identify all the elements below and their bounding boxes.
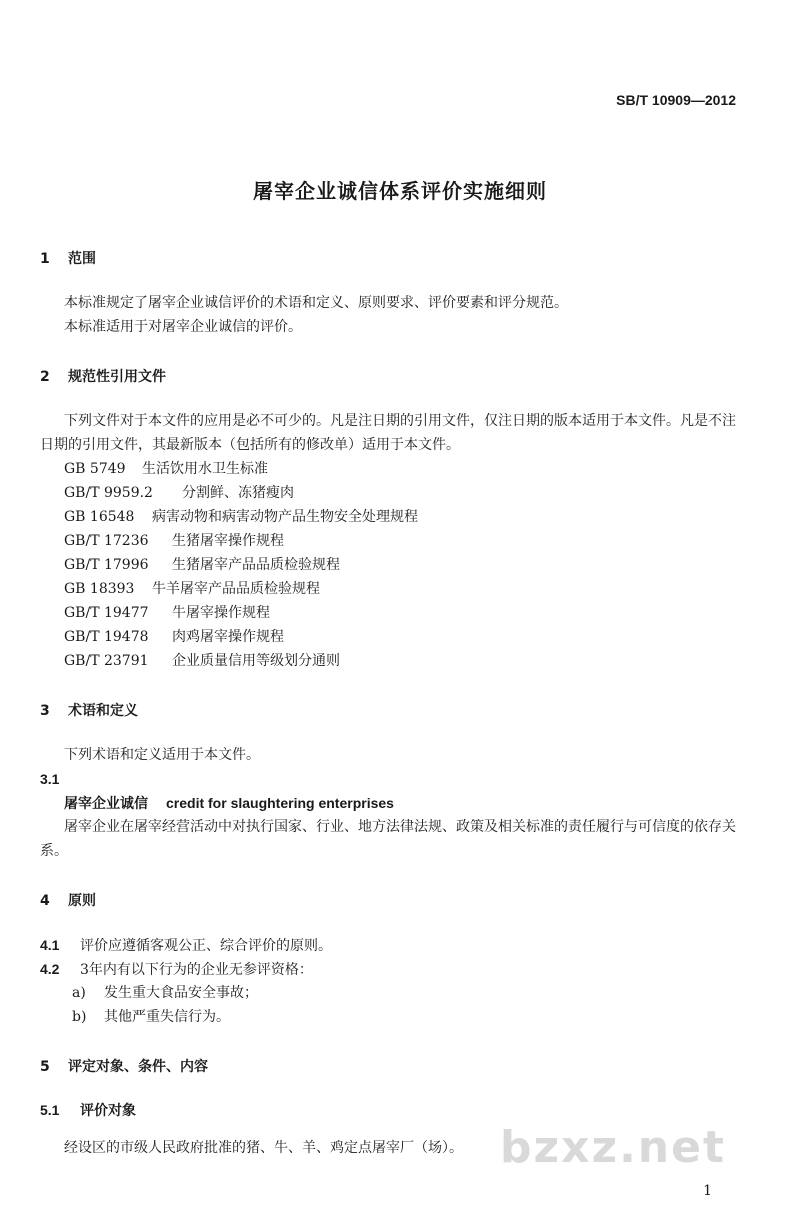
- reference-code: GB 5749: [64, 461, 126, 477]
- term-number: 3.1: [40, 771, 60, 787]
- paragraph: 本标准适用于对屠宰企业诚信的评价。: [64, 319, 302, 335]
- reference-code: GB 18393: [64, 581, 135, 597]
- reference-item: [64, 553, 340, 577]
- reference-item: [64, 481, 294, 505]
- subsection-5-1-heading: [40, 1100, 136, 1120]
- clause-text: 3年内有以下行为的企业无参评资格：: [80, 962, 313, 978]
- reference-code: GB/T 9959.2: [64, 485, 153, 501]
- reference-code: GB/T 23791: [64, 653, 149, 669]
- section-title: 术语和定义: [68, 703, 138, 719]
- list-item: [72, 981, 258, 1005]
- reference-title: 生猪屠宰产品品质检验规程: [172, 557, 340, 573]
- section-number: 1: [40, 251, 50, 267]
- section-number: 4: [40, 893, 50, 909]
- reference-item: [64, 649, 340, 673]
- reference-title: 生活饮用水卫生标准: [142, 461, 268, 477]
- section-2-heading: [40, 366, 166, 386]
- section-title: 规范性引用文件: [68, 369, 166, 385]
- paragraph: 本标准规定了屠宰企业诚信评价的术语和定义、原则要求、评价要素和评分规范。: [64, 295, 568, 311]
- reference-code: GB/T 19478: [64, 629, 149, 645]
- reference-code: GB/T 17996: [64, 557, 149, 573]
- section-number: 2: [40, 369, 50, 385]
- reference-item: [64, 625, 284, 649]
- section-title: 原则: [68, 893, 96, 909]
- reference-title: 生猪屠宰操作规程: [172, 533, 284, 549]
- reference-code: GB 16548: [64, 509, 135, 525]
- clause-4-2: [40, 957, 313, 982]
- reference-title: 牛屠宰操作规程: [172, 605, 270, 621]
- clause-text: 评价应遵循客观公正、综合评价的原则。: [80, 938, 332, 954]
- reference-title: 牛羊屠宰产品品质检验规程: [152, 581, 320, 597]
- standard-number: SB/T 10909—2012: [616, 92, 736, 108]
- document-title: 屠宰企业诚信体系评价实施细则: [253, 179, 547, 203]
- subsection-title: 评价对象: [80, 1103, 136, 1119]
- term-definition: 屠宰企业在屠宰经营活动中对执行国家、行业、地方法律法规、政策及相关标准的责任履行与可信度的依存关系。: [40, 819, 736, 859]
- reference-title: 分割鲜、冻猪瘦肉: [182, 485, 294, 501]
- term-entry: [64, 791, 394, 816]
- reference-item: [64, 457, 268, 481]
- section-title: 范围: [68, 251, 96, 267]
- subsection-number: 5.1: [40, 1102, 60, 1118]
- list-text: 发生重大食品安全事故；: [104, 985, 258, 1001]
- reference-item: [64, 529, 284, 553]
- reference-code: GB/T 17236: [64, 533, 149, 549]
- reference-item: [64, 505, 418, 529]
- paragraph: 经设区的市级人民政府批准的猪、牛、羊、鸡定点屠宰厂（场）。: [64, 1140, 463, 1156]
- section-number: 3: [40, 703, 50, 719]
- page-number: 1: [703, 1183, 712, 1199]
- reference-item: [64, 601, 270, 625]
- section-1-heading: [40, 248, 96, 268]
- term-chinese: 屠宰企业诚信: [64, 796, 148, 812]
- section-number: 5: [40, 1059, 50, 1075]
- reference-title: 企业质量信用等级划分通则: [172, 653, 340, 669]
- section-3-heading: [40, 700, 138, 720]
- list-label: b): [72, 1009, 87, 1025]
- watermark: bzxz.net: [499, 1122, 726, 1173]
- reference-item: [64, 577, 320, 601]
- section-4-heading: [40, 890, 96, 910]
- reference-title: 肉鸡屠宰操作规程: [172, 629, 284, 645]
- reference-title: 病害动物和病害动物产品生物安全处理规程: [152, 509, 418, 525]
- paragraph: 下列文件对于本文件的应用是必不可少的。凡是注日期的引用文件，仅注日期的版本适用于本文件。凡是不注日期的引用文件，其最新版本（包括所有的修改单）适用于本文件。: [40, 413, 736, 453]
- list-item: [72, 1005, 230, 1029]
- list-label: a): [72, 985, 86, 1001]
- reference-code: GB/T 19477: [64, 605, 149, 621]
- clause-number: 4.1: [40, 937, 60, 953]
- section-5-heading: [40, 1056, 208, 1076]
- clause-number: 4.2: [40, 961, 60, 977]
- clause-4-1: [40, 933, 332, 958]
- section-title: 评定对象、条件、内容: [68, 1059, 208, 1075]
- paragraph: 下列术语和定义适用于本文件。: [64, 747, 260, 763]
- term-english: credit for slaughtering enterprises: [166, 795, 394, 811]
- list-text: 其他严重失信行为。: [104, 1009, 230, 1025]
